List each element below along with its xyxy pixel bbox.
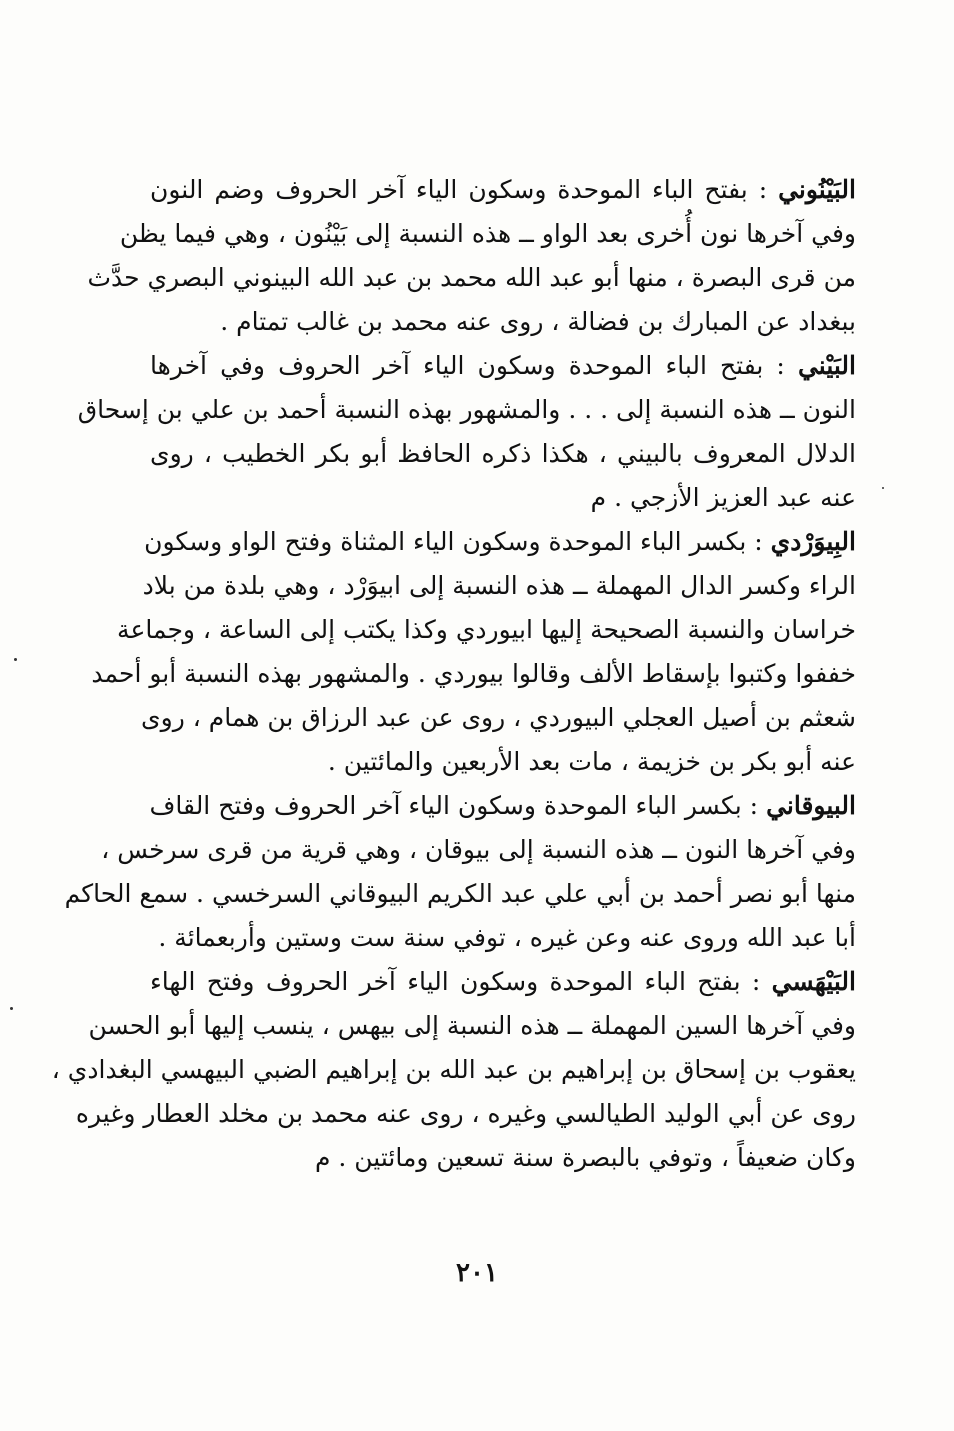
entry-headword: البَيْني bbox=[797, 351, 856, 380]
line-text: : بكسر الباء الموحدة وسكون الياء آخر الحروف وفتح القاف bbox=[149, 791, 767, 820]
text-line bbox=[51, 1048, 856, 1092]
text-line bbox=[150, 432, 856, 476]
text-line bbox=[150, 476, 856, 520]
line-text: : بفتح الباء الموحدة وسكون الياء آخر الحروف وفتح الهاء bbox=[150, 967, 772, 996]
line-text: عنه أبو بكر بن خزيمة ، مات بعد الأربعين والمائتين . bbox=[327, 747, 856, 776]
text-line bbox=[75, 1092, 856, 1136]
entries-text bbox=[51, 168, 856, 1180]
line-text: منها أبو نصر أحمد بن أبي علي عبد الكريم البيوقاني السرخسي . سمع الحاكم bbox=[64, 879, 856, 908]
line-text: شعثم بن أصيل العجلي البيوردي ، روى عن عبد الرزاق بن همام ، روى bbox=[141, 703, 856, 732]
text-line bbox=[150, 916, 856, 960]
line-text: : بكسر الباء الموحدة وسكون الياء المثناة وفتح الواو وسكون bbox=[144, 527, 771, 556]
line-text: روى عن أبي الوليد الطيالسي وغيره ، روى عنه محمد بن مخلد العطار وغيره bbox=[75, 1099, 856, 1128]
text-line bbox=[142, 564, 856, 608]
line-text: ببغداد عن المبارك بن فضالة ، روى عنه محمد بن غالب تمتام . bbox=[220, 307, 856, 336]
line-text: : بفتح الباء الموحدة وسكون الياء آخر الحروف وضم النون bbox=[150, 175, 779, 204]
text-line bbox=[150, 740, 856, 784]
entry-headword: البَيْهَسي bbox=[771, 967, 856, 996]
text-line bbox=[77, 388, 856, 432]
text-line bbox=[117, 608, 856, 652]
text-line bbox=[119, 212, 856, 256]
line-text: الراء وكسر الدال المهملة ــ هذه النسبة إلى ابيوَرْد ، وهي بلدة من بلاد bbox=[142, 571, 856, 600]
entry bbox=[77, 344, 856, 520]
line-text: الدلال المعروف بالبيني ، هكذا ذكره الحافظ أبو بكر الخطيب ، روى bbox=[150, 439, 856, 468]
line-text: أبا عبد الله وروى عنه وعن غيره ، توفي سنة ست وستين وأربعمائة . bbox=[158, 923, 856, 952]
line-text: خففوا وكتبوا بإسقاط الألف وقالوا بيوردي . والمشهور بهذه النسبة أبو أحمد bbox=[91, 659, 856, 688]
entry bbox=[51, 960, 856, 1180]
scan-speck bbox=[10, 1007, 13, 1010]
line-text: يعقوب بن إسحاق بن إبراهيم بن عبد الله بن إبراهيم الضبي البيهسي البغدادي ، bbox=[51, 1055, 856, 1084]
line-text: خراسان والنسبة الصحيحة إليها ابيوردي وكذا يكتب إلى الساعة ، وجماعة bbox=[117, 615, 856, 644]
entry-headword: البيوقاني bbox=[766, 791, 856, 820]
entry bbox=[91, 520, 856, 784]
line-text: : بفتح الباء الموحدة وسكون الياء آخر الحروف وفي آخرها bbox=[150, 351, 798, 380]
text-line bbox=[91, 652, 856, 696]
entry bbox=[64, 784, 856, 960]
entry-headword: البِيوَرْدي bbox=[770, 527, 856, 556]
scan-speck bbox=[14, 658, 17, 661]
entry bbox=[87, 168, 856, 344]
line-text: وفي آخرها النون ــ هذه النسبة إلى بيوقان ، وهي قرية من قرى سرخس ، bbox=[101, 835, 856, 864]
text-line bbox=[64, 872, 856, 916]
line-text: من قرى البصرة ، منها أبو عبد الله محمد بن عبد الله البينوني البصري حدَّث bbox=[87, 263, 856, 292]
text-line bbox=[101, 828, 856, 872]
text-line bbox=[87, 256, 856, 300]
text-line bbox=[141, 696, 856, 740]
text-line bbox=[144, 520, 856, 564]
text-line bbox=[150, 300, 856, 344]
text-line bbox=[150, 1136, 856, 1180]
entry-headword: البَيْنُوني bbox=[778, 175, 856, 204]
line-text: النون ــ هذه النسبة إلى . . . والمشهور بهذه النسبة أحمد بن علي بن إسحاق bbox=[77, 395, 856, 424]
text-line bbox=[88, 1004, 856, 1048]
text-line bbox=[150, 168, 856, 212]
scan-speck bbox=[882, 487, 884, 489]
text-line bbox=[150, 784, 856, 828]
page-number: ٢٠١ bbox=[456, 1258, 498, 1288]
line-text: وفي آخرها السين المهملة ــ هذه النسبة إلى بيهس ، ينسب إليها أبو الحسن bbox=[88, 1011, 856, 1040]
line-text: وكان ضعيفاً ، وتوفي بالبصرة سنة تسعين ومائتين . م bbox=[314, 1143, 856, 1172]
text-line bbox=[150, 960, 856, 1004]
line-text: وفي آخرها نون أُخرى بعد الواو ــ هذه النسبة إلى بَيْنُون ، وهي فيما يظن bbox=[119, 219, 856, 248]
line-text: عنه عبد العزيز الأزجي . م bbox=[590, 483, 856, 512]
text-line bbox=[150, 344, 856, 388]
